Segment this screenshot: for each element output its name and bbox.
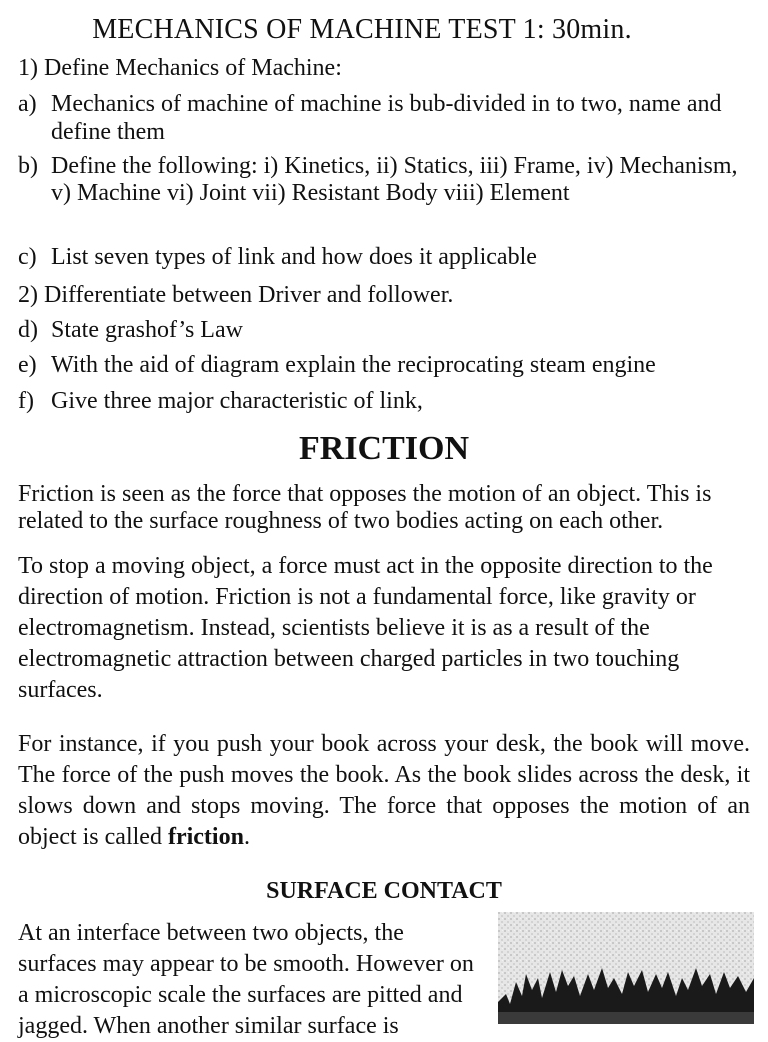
list-item-c: [18, 243, 738, 271]
question-1: 1) Define Mechanics of Machine:: [18, 55, 342, 81]
question-2: 2) Differentiate between Driver and follower.: [18, 282, 454, 308]
item-text: List seven types of link and how does it applicable: [51, 244, 537, 270]
list-item-e: [18, 351, 738, 379]
item-label: e): [18, 352, 37, 378]
list-item-a: [18, 90, 738, 146]
surface-contact-paragraph: At an interface between two objects, the surfaces may appear to be smooth. However on a microscopic scale the surfaces are pitted and jagged. When another similar surface is: [18, 920, 474, 1039]
surface-contact-heading: SURFACE CONTACT: [266, 878, 502, 904]
list-item-d: [18, 316, 738, 344]
item-label: a): [18, 91, 37, 117]
friction-paragraph-1: Friction is seen as the force that opposes the motion of an object. This is related to the surface roughness of two bodies acting on each other.: [18, 481, 712, 534]
jagged-surface-image: [498, 912, 754, 1024]
friction-term: friction: [167, 824, 244, 850]
item-text: Give three major characteristic of link,: [51, 388, 423, 414]
list-item-b: [18, 153, 738, 207]
list-item-f: [18, 387, 738, 415]
item-text: With the aid of diagram explain the reciprocating steam engine: [51, 352, 656, 378]
item-label: d): [18, 317, 38, 343]
item-label: c): [18, 244, 37, 270]
test-title: MECHANICS OF MACHINE TEST 1: 30min.: [92, 14, 632, 45]
item-label: b): [18, 153, 38, 179]
item-text: Mechanics of machine of machine is bub-divided in to two, name and define them: [51, 91, 722, 145]
item-label: f): [18, 388, 34, 414]
surface-micrograph: [498, 912, 754, 1024]
item-text: State grashof’s Law: [51, 317, 243, 343]
friction-heading: FRICTION: [298, 430, 470, 467]
paragraph-end: .: [243, 824, 250, 850]
friction-paragraph-2: To stop a moving object, a force must act in the opposite direction to the direction of motion. Friction is not a fundamental force, like gravity or electromagnetism. Instead, scientists believe it is as a result of the electromagnetic attraction between charged particles in two touching surfaces.: [18, 553, 713, 703]
item-text: Define the following: i) Kinetics, ii) Statics, iii) Frame, iv) Mechanism, v) Machine vi) Joint vii) Resistant Body viii) Element: [51, 153, 738, 206]
friction-paragraph-3: [18, 729, 750, 853]
paragraph-text: For instance, if you push your book across your desk, the book will move. The force of the push moves the book. As the book slides across the desk, it slows down and stops moving. The force that opposes the motion of an object is called: [18, 731, 750, 850]
